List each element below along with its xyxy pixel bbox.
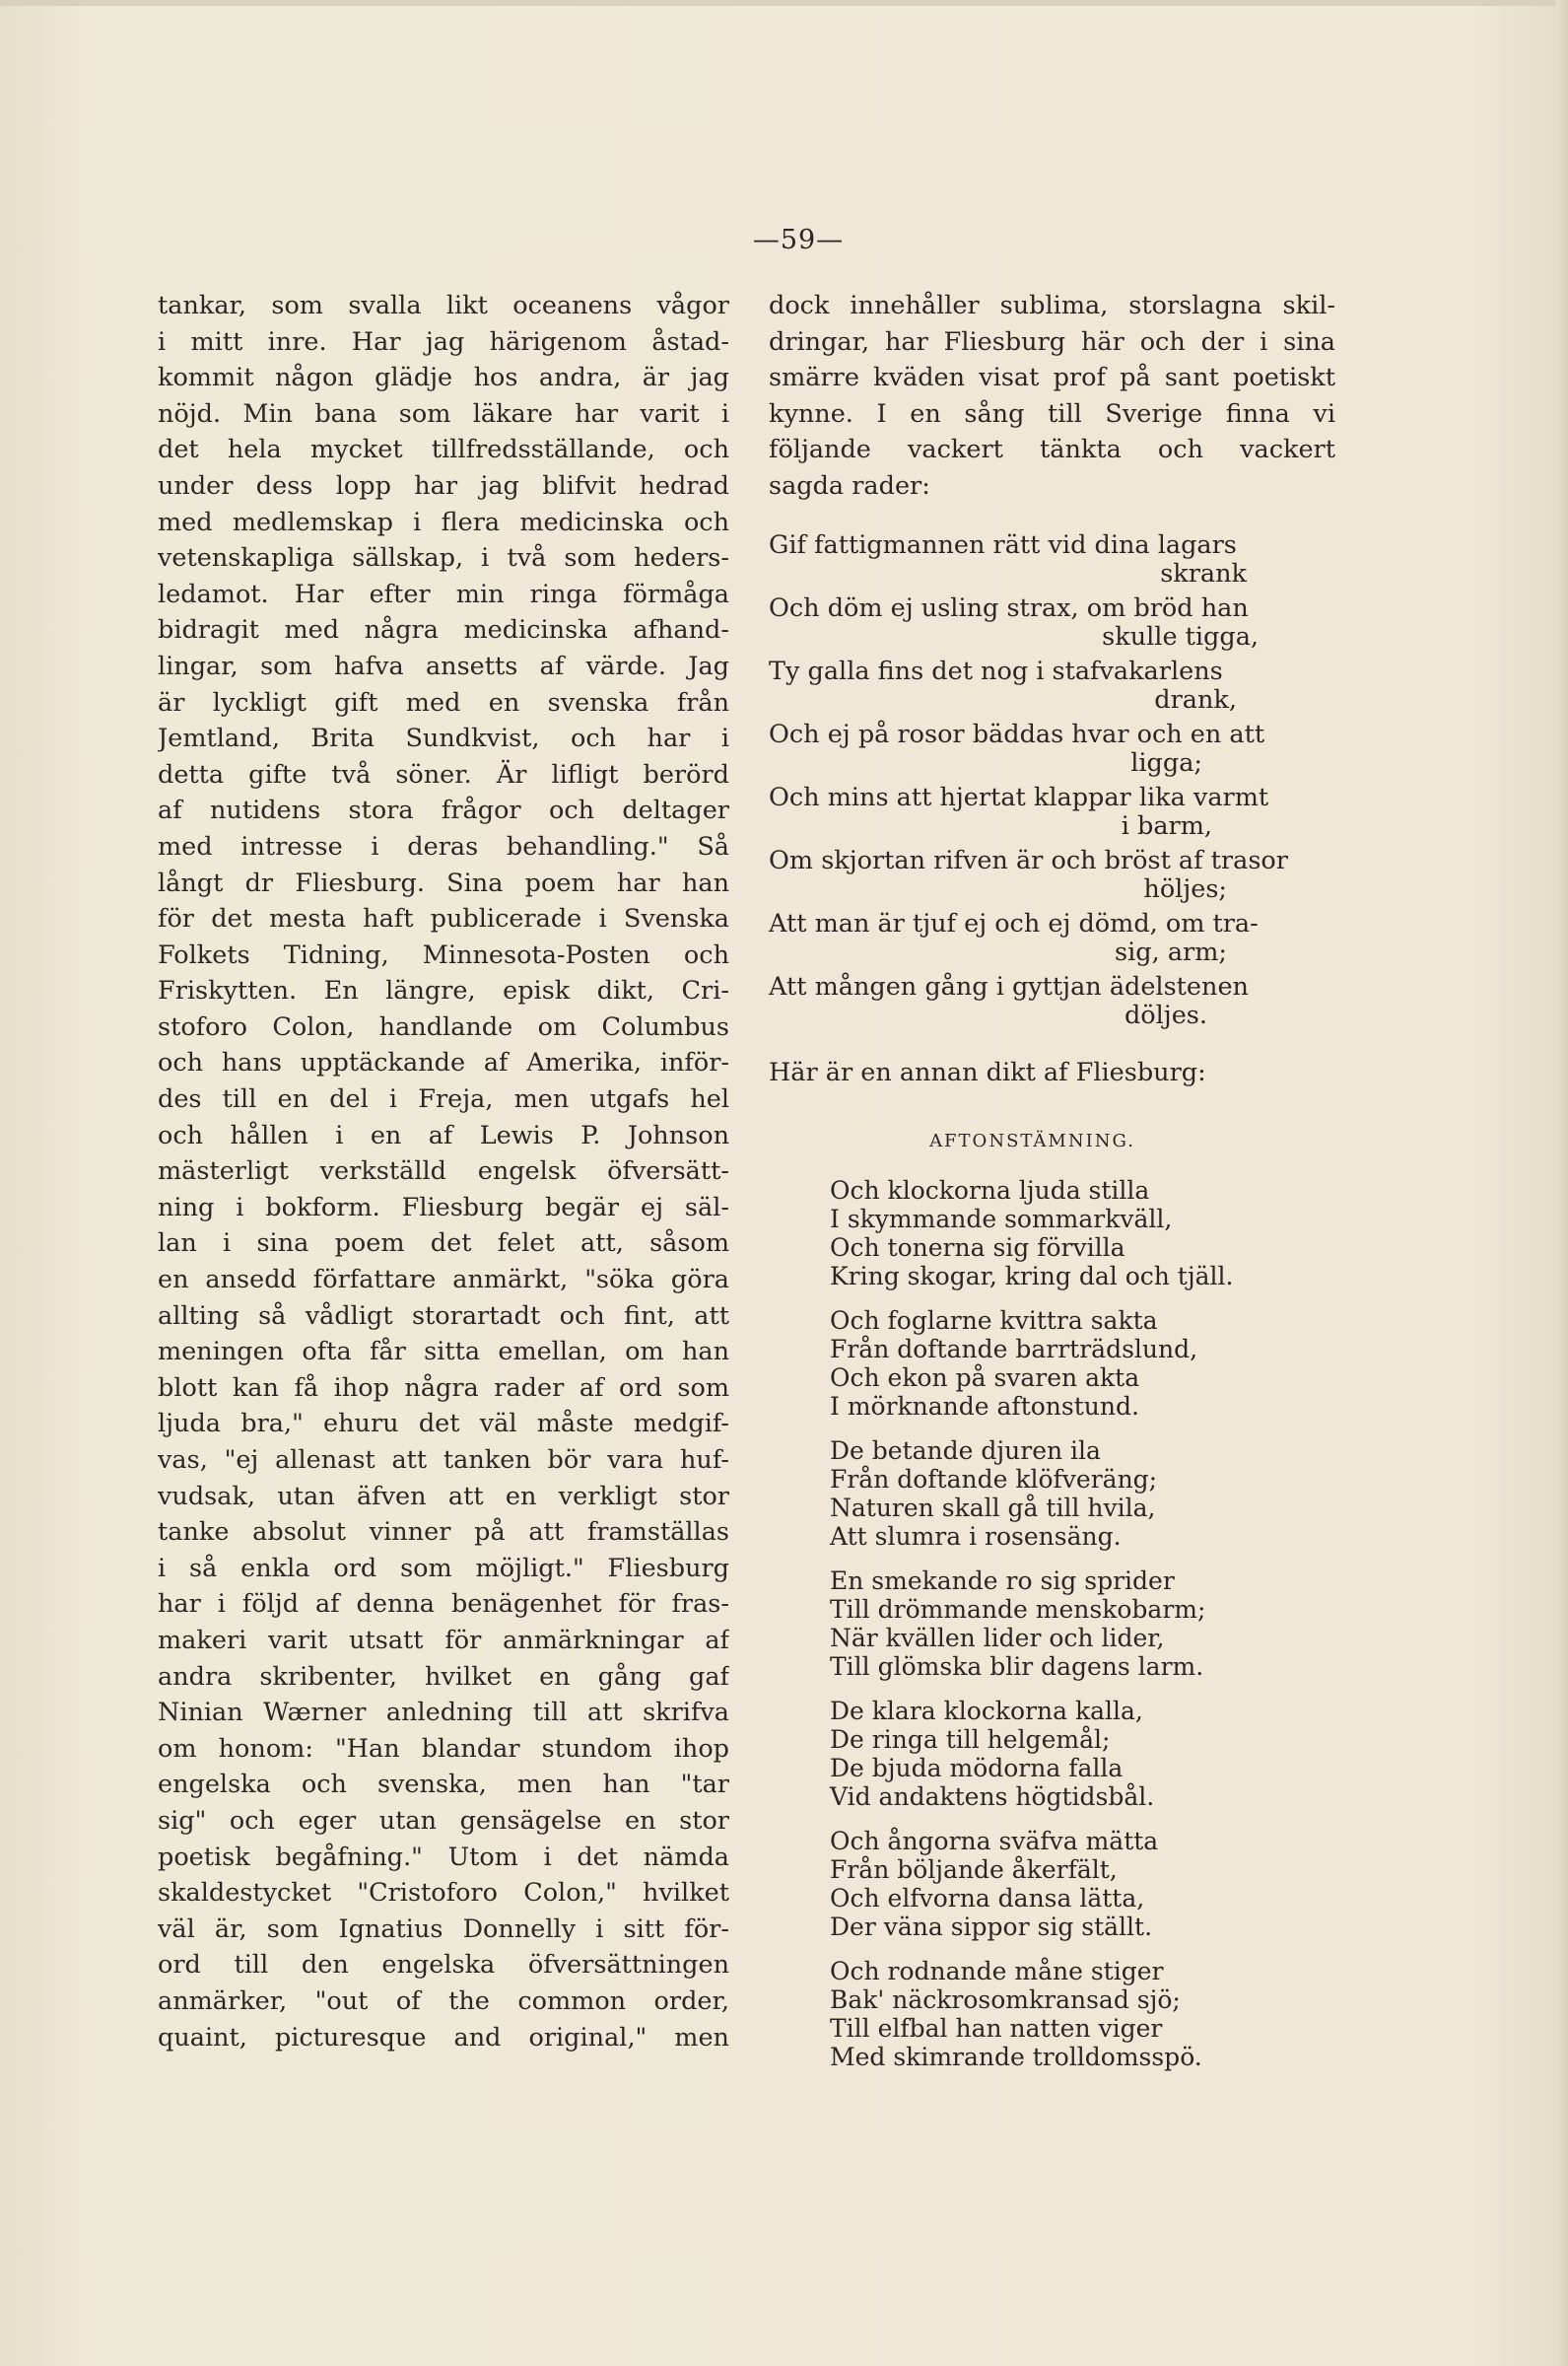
verse-line: Från böljande åkerfält, <box>830 1854 1118 1884</box>
text-line: följande vackert tänkta och vackert <box>769 435 1335 465</box>
text-line: och hållen i en af Lewis P. Johnson <box>158 1120 729 1150</box>
text-line: väl är, som Ignatius Donnelly i sitt för- <box>158 1914 729 1944</box>
text-line: meningen ofta får sitta emellan, om han <box>158 1337 729 1367</box>
text-line: är lyckligt gift med en svenska från <box>158 687 729 718</box>
verse-line: Om skjortan rifven är och bröst af trasor <box>769 845 1288 875</box>
verse-line: Kring skogar, kring dal och tjäll. <box>830 1261 1234 1290</box>
text-line: ledamot. Har efter min ringa förmåga <box>158 579 729 609</box>
verse-line: Och foglarne kvittra sakta <box>830 1305 1158 1335</box>
poem-sverige-excerpt <box>769 530 1335 1029</box>
stanza <box>830 1566 1335 1681</box>
text-line: tanke absolut vinner på att framställas <box>158 1517 729 1548</box>
text-line: ning i bokform. Fliesburg begär ej säl- <box>158 1192 729 1222</box>
stanza <box>830 1957 1335 2071</box>
verse-line: Till drömmande menskobarm; <box>830 1594 1206 1624</box>
verse-line: Med skimrande trolldomsspö. <box>830 2042 1202 2071</box>
text-line: kommit någon glädje hos andra, är jag <box>158 363 729 393</box>
verse-line: Att mången gång i gyttjan ädelstenen <box>769 971 1249 1002</box>
verse <box>769 783 1335 840</box>
verse-continuation: höljes; <box>1143 873 1227 904</box>
verse-line: När kvällen lider och lider, <box>830 1623 1165 1652</box>
verse-line: Från doftande klöfveräng; <box>830 1464 1158 1494</box>
verse-line: Från doftande barrträdslund, <box>830 1334 1198 1363</box>
verse-line: Och tonerna sig förvilla <box>830 1232 1125 1262</box>
text-line: blott kan få ihop några rader af ord som <box>158 1372 729 1403</box>
verse-line: De klara klockorna kalla, <box>830 1696 1143 1725</box>
text-line: en ansedd författare anmärkt, "söka göra <box>158 1265 729 1295</box>
verse-line: De bjuda mödorna falla <box>830 1753 1124 1782</box>
text-line: i mitt inre. Har jag härigenom åstad- <box>158 326 729 357</box>
verse-line: Och mins att hjertat klappar lika varmt <box>769 782 1269 812</box>
left-column <box>158 288 729 2055</box>
stanza <box>830 1176 1335 1290</box>
stanza <box>830 1306 1335 1421</box>
verse-line: Gif fattigmannen rätt vid dina lagars <box>769 529 1237 560</box>
verse-line: Naturen skall gå till hvila, <box>830 1493 1156 1522</box>
text-line: nöjd. Min bana som läkare har varit i <box>158 398 729 429</box>
text-line: Folkets Tidning, Minnesota-Posten och <box>158 939 729 970</box>
verse-line: Och ångorna sväfva mätta <box>830 1826 1159 1855</box>
text-line: dock innehåller sublima, storslagna skil- <box>769 291 1335 320</box>
text-line: allting så vådligt storartadt och fint, att <box>158 1300 729 1331</box>
text-line: lingar, som hafva ansetts af värde. Jag <box>158 651 729 681</box>
text-line: tankar, som svalla likt oceanens vågor <box>158 291 729 320</box>
verse-line: Att slumra i rosensäng. <box>830 1521 1122 1551</box>
text-line: bidragit med några medicinska afhand- <box>158 615 729 646</box>
text-line: detta gifte två söner. Är lifligt berörd <box>158 759 729 790</box>
verse-line: Till glömska blir dagens larm. <box>830 1651 1204 1681</box>
poem-title: AFTONSTÄMNING. <box>929 1131 1135 1152</box>
verse-line: Och ekon på svaren akta <box>830 1362 1140 1392</box>
verse <box>769 530 1335 588</box>
text-line: lan i sina poem det felet att, såsom <box>158 1228 729 1259</box>
text-line: quaint, picturesque and original," men <box>158 2022 729 2053</box>
page-number: —59— <box>752 225 845 255</box>
text-line: dringar, har Fliesburg här och der i sina <box>769 326 1335 357</box>
text-line: under dess lopp har jag blifvit hedrad <box>158 470 729 501</box>
verse-line: I mörknande aftonstund. <box>830 1391 1139 1421</box>
page-top-edge <box>0 0 1568 6</box>
text-line: sagda rader: <box>769 470 930 501</box>
verse-line: Bak' näckrosomkransad sjö; <box>830 1984 1181 2014</box>
text-line: det hela mycket tillfredsställande, och <box>158 435 729 465</box>
text-line: långt dr Fliesburg. Sina poem har han <box>158 868 729 898</box>
stanza <box>830 1827 1335 1941</box>
poem2-intro: Här är en annan dikt af Fliesburg: <box>769 1057 1206 1087</box>
text-line: sig" och eger utan gensägelse en stor <box>158 1805 729 1836</box>
text-line: makeri varit utsatt för anmärkningar af <box>158 1625 729 1655</box>
poem-aftonstamning <box>830 1176 1335 2071</box>
text-line: poetisk begåfning." Utom i det nämda <box>158 1842 729 1872</box>
text-line: Ninian Wærner anledning till att skrifva <box>158 1698 729 1728</box>
verse-line: De betande djuren ila <box>830 1435 1101 1465</box>
verse <box>769 972 1335 1029</box>
stanza <box>830 1697 1335 1811</box>
text-line: af nutidens stora frågor och deltager <box>158 796 729 826</box>
text-line: ljuda bra," ehuru det väl måste medgif- <box>158 1409 729 1439</box>
verse-continuation: drank, <box>1154 684 1237 715</box>
text-line: för det mesta haft publicerade i Svenska <box>158 904 729 935</box>
text-line: om honom: "Han blandar stundom ihop <box>158 1733 729 1764</box>
verse-line: Och ej på rosor bäddas hvar och en att <box>769 719 1265 749</box>
text-line: engelska och svenska, men han "tar <box>158 1770 729 1800</box>
text-line: skaldestycket "Cristoforo Colon," hvilket <box>158 1878 729 1909</box>
text-line: des till en del i Freja, men utgafs hel <box>158 1084 729 1115</box>
text-line: smärre kväden visat prof på sant poetiskt <box>769 363 1335 393</box>
text-line: har i följd af denna benägenhet för fras- <box>158 1589 729 1620</box>
verse-continuation: döljes. <box>1124 1000 1207 1030</box>
verse-line: Och elfvorna dansa lätta, <box>830 1883 1145 1913</box>
text-line: stoforo Colon, handlande om Columbus <box>158 1011 729 1042</box>
verse-continuation: ligga; <box>1130 747 1202 778</box>
stanza <box>830 1436 1335 1551</box>
verse-line: Och döm ej usling strax, om bröd han <box>769 592 1249 623</box>
verse-line: Och klockorna ljuda stilla <box>830 1175 1150 1205</box>
verse-line: I skymmande sommarkväll, <box>830 1204 1173 1233</box>
verse-continuation: sig, arm; <box>1115 937 1227 967</box>
text-line: vudsak, utan äfven att en verkligt stor <box>158 1481 729 1511</box>
verse-line: Ty galla fins det nog i stafvakarlens <box>769 656 1223 686</box>
text-line: kynne. I en sång till Sverige finna vi <box>769 398 1335 429</box>
verse <box>769 720 1335 777</box>
verse-continuation: skrank <box>1160 558 1247 589</box>
verse-continuation: i barm, <box>1121 810 1212 841</box>
verse-line: Der väna sippor sig ställt. <box>830 1912 1153 1941</box>
verse-line: En smekande ro sig sprider <box>830 1566 1175 1595</box>
text-line: ord till den engelska öfversättningen <box>158 1950 729 1981</box>
verse <box>769 657 1335 714</box>
text-line: Jemtland, Brita Sundkvist, och har i <box>158 724 729 754</box>
text-line: anmärker, "out of the common order, <box>158 1985 729 2016</box>
text-line: i så enkla ord som möjligt." Fliesburg <box>158 1553 729 1583</box>
text-line: vas, "ej allenast att tanken bör vara huf- <box>158 1445 729 1475</box>
text-line: Friskytten. En längre, episk dikt, Cri- <box>158 976 729 1007</box>
text-line: andra skribenter, hvilket en gång gaf <box>158 1661 729 1692</box>
verse-continuation: skulle tigga, <box>1102 621 1259 652</box>
verse-line: Vid andaktens högtidsbål. <box>830 1781 1155 1811</box>
verse <box>769 909 1335 966</box>
page-right-edge <box>1556 0 1568 2366</box>
verse <box>769 593 1335 651</box>
right-intro-paragraph <box>769 288 1335 505</box>
verse-line: Till elfbal han natten viger <box>830 2013 1163 2043</box>
text-line: och hans upptäckande af Amerika, inför- <box>158 1048 729 1079</box>
text-line: med medlemskap i flera medicinska och <box>158 507 729 537</box>
text-line: vetenskapliga sällskap, i två som heders- <box>158 543 729 574</box>
verse-line: Och rodnande måne stiger <box>830 1956 1164 1985</box>
text-line: mästerligt verkställd engelsk öfversätt- <box>158 1156 729 1187</box>
text-line: med intresse i deras behandling." Så <box>158 831 729 862</box>
right-column <box>769 288 1335 2087</box>
verse-line: Att man är tjuf ej och ej dömd, om tra- <box>769 908 1259 939</box>
verse-line: De ringa till helgemål; <box>830 1724 1111 1754</box>
verse <box>769 846 1335 903</box>
